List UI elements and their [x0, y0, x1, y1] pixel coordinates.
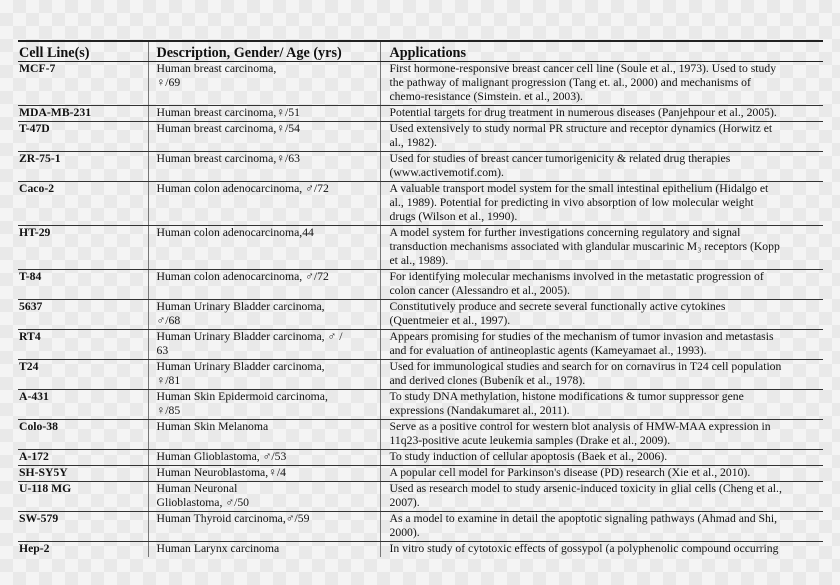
applications-line: al., 1989). Potential for predicting in vivo absorption of low molecular weight: [389, 196, 754, 209]
description-cell: [148, 152, 380, 182]
description-cell: [148, 122, 380, 152]
cell-line-name: T24: [18, 360, 148, 390]
header-cell-lines: Cell Line(s): [18, 41, 148, 62]
table-row: [18, 226, 823, 270]
table-row: [18, 450, 823, 466]
description-cell: [148, 300, 380, 330]
applications-line: (Quentmeier et al., 1997).: [389, 314, 511, 327]
description-line: Human Skin Melanoma: [156, 420, 269, 433]
cell-line-name: MCF-7: [18, 62, 148, 106]
cell-line-name: A-172: [18, 450, 148, 466]
applications-line: Used as research model to study arsenic-induced toxicity in glial cells (Cheng et al.,: [389, 482, 782, 495]
description-line: ♀/69: [156, 76, 181, 89]
applications-cell: [380, 466, 823, 482]
cell-line-name: T-47D: [18, 122, 148, 152]
applications-line: For identifying molecular mechanisms involved in the metastatic progression of: [389, 270, 764, 283]
applications-line: Potential targets for drug treatment in numerous diseases (Panjehpour et al., 2005).: [389, 106, 777, 119]
description-line: Human breast carcinoma,♀/63: [156, 152, 300, 165]
description-cell: [148, 360, 380, 390]
table-row: [18, 390, 823, 420]
description-line: ♀/81: [156, 374, 181, 387]
applications-line: Used for immunological studies and search for on cornavirus in T24 cell population: [389, 360, 782, 373]
cell-line-name: Hep-2: [19, 542, 50, 555]
applications-cell: [380, 62, 823, 106]
table-row: [18, 330, 823, 360]
applications-line: Used extensively to study normal PR structure and receptor dynamics (Horwitz et: [389, 122, 773, 135]
table-row: [18, 542, 823, 558]
cell-line-name: SH-SY5Y: [18, 466, 148, 482]
description-line: Human Urinary Bladder carcinoma,: [156, 360, 325, 373]
description-cell: [148, 466, 380, 482]
description-line: Human breast carcinoma,: [156, 62, 277, 75]
table-row: [18, 300, 823, 330]
applications-line: First hormone-responsive breast cancer cell line (Soule et al., 1973). Used to study: [389, 62, 777, 75]
applications-line: colon cancer (Alessandro et al., 2005).: [389, 284, 570, 297]
applications-line: In vitro study of cytotoxic effects of gossypol (a polyphenolic compound occurring: [389, 542, 779, 555]
cell-line-name: Colo-38: [18, 420, 148, 450]
description-line: Human Neuronal: [156, 482, 238, 495]
applications-line: 2007).: [389, 496, 420, 509]
applications-cell: [380, 152, 823, 182]
applications-line: Constitutively produce and secrete several functionally active cytokines: [389, 300, 726, 313]
table-row: [18, 106, 823, 122]
applications-cell: [380, 270, 823, 300]
cell-line-name: A-431: [18, 390, 148, 420]
table-row: [18, 182, 823, 226]
description-cell: [148, 390, 380, 420]
cell-line-name: SW-579: [18, 512, 148, 542]
applications-line: and for evaluation of antineoplastic agents (Kameyamaet al., 1993).: [389, 344, 707, 357]
description-line: Human breast carcinoma,♀/51: [156, 106, 300, 119]
table-row: [18, 420, 823, 450]
cell-line-name: Caco-2: [18, 182, 148, 226]
cell-line-name: HT-29: [18, 226, 148, 270]
applications-line: (www.activemotif.com).: [389, 166, 504, 179]
description-line: Glioblastoma, ♂/50: [156, 496, 250, 509]
table-row: [18, 482, 823, 512]
applications-cell: [380, 330, 823, 360]
applications-line: To study DNA methylation, histone modifications & tumor suppressor gene: [389, 390, 744, 403]
applications-line: As a model to examine in detail the apoptotic signaling pathways (Ahmad and Shi,: [389, 512, 778, 525]
applications-line: To study induction of cellular apoptosis (Baek et al., 2006).: [389, 450, 668, 463]
applications-line: 11q23-positive acute leukemia samples (Drake et al., 2009).: [389, 434, 671, 447]
description-line: Human colon adenocarcinoma, ♂/72: [156, 182, 329, 195]
description-cell: [148, 482, 380, 512]
cell-line-name: 5637: [18, 300, 148, 330]
applications-cell: [380, 390, 823, 420]
applications-line: al., 1982).: [389, 136, 437, 149]
applications-line: drugs (Wilson et al., 1990).: [389, 210, 518, 223]
table-row: [18, 122, 823, 152]
description-line: Human Neuroblastoma,♀/4: [156, 466, 287, 479]
header-applications: Applications: [380, 41, 823, 62]
cell-line-name: T-84: [18, 270, 148, 300]
description-line: ♀/85: [156, 404, 181, 417]
cell-lines-table: [18, 40, 823, 557]
applications-line: Serve as a positive control for western blot analysis of HMW-MAA expression in: [389, 420, 771, 433]
applications-cell: [380, 450, 823, 466]
applications-line: A popular cell model for Parkinson's disease (PD) research (Xie et al., 2010).: [389, 466, 751, 479]
description-cell: [148, 182, 380, 226]
description-line: Human Urinary Bladder carcinoma, ♂ /: [156, 330, 343, 343]
description-line: Human colon adenocarcinoma,44: [156, 226, 314, 239]
applications-line: expressions (Nandakumaret al., 2011).: [389, 404, 570, 417]
applications-cell: [380, 106, 823, 122]
applications-cell: [380, 226, 823, 270]
applications-cell: [380, 482, 823, 512]
applications-line: A model system for further investigations concerning regulatory and signal: [389, 226, 741, 239]
description-line: Human breast carcinoma,♀/54: [156, 122, 300, 135]
applications-cell: [380, 300, 823, 330]
applications-cell: [380, 512, 823, 542]
applications-line: 2000).: [389, 526, 420, 539]
description-cell: [148, 512, 380, 542]
description-line: ♂/68: [156, 314, 181, 327]
table-row: [18, 512, 823, 542]
description-line: Human Thyroid carcinoma,♂/59: [156, 512, 310, 525]
cell-line-name: MDA-MB-231: [18, 106, 148, 122]
description-cell: [148, 62, 380, 106]
description-line: Human colon adenocarcinoma, ♂/72: [156, 270, 329, 283]
description-cell: [148, 106, 380, 122]
cell-line-name: ZR-75-1: [18, 152, 148, 182]
applications-cell: [380, 182, 823, 226]
applications-line: transduction mechanisms associated with glandular muscarinic M₃ receptors (Kopp: [389, 240, 780, 253]
applications-line: et al., 1989).: [389, 254, 449, 267]
description-cell: [148, 330, 380, 360]
table-row: [18, 360, 823, 390]
description-line: Human Urinary Bladder carcinoma,: [156, 300, 325, 313]
description-line: 63: [156, 344, 169, 357]
description-cell: [148, 542, 380, 558]
table-row: [18, 152, 823, 182]
table-row: [18, 270, 823, 300]
table-row: [18, 62, 823, 106]
table-row: [18, 466, 823, 482]
description-line: Human Skin Epidermoid carcinoma,: [156, 390, 328, 403]
applications-cell: [380, 360, 823, 390]
applications-line: Appears promising for studies of the mechanism of tumor invasion and metastasis: [389, 330, 774, 343]
applications-cell: [380, 122, 823, 152]
description-cell: [148, 450, 380, 466]
applications-line: the pathway of malignant progression (Tang et. al., 2000) and mechanisms of: [389, 76, 751, 89]
cell-line-name: U-118 MG: [18, 482, 148, 512]
applications-line: A valuable transport model system for the small intestinal epithelium (Hidalgo et: [389, 182, 769, 195]
description-cell: [148, 420, 380, 450]
applications-cell: [380, 420, 823, 450]
applications-cell: [380, 542, 823, 558]
applications-line: chemo-resistance (Simstein. et al., 2003).: [389, 90, 583, 103]
applications-line: and derived clones (Bubeník et al., 1978).: [389, 374, 586, 387]
applications-line: Used for studies of breast cancer tumorigenicity & related drug therapies: [389, 152, 731, 165]
table-header-row: [18, 41, 823, 62]
description-cell: [148, 270, 380, 300]
description-cell: [148, 226, 380, 270]
description-line: Human Glioblastoma, ♂/53: [156, 450, 287, 463]
description-line: Human Larynx carcinoma: [156, 542, 280, 555]
cell-line-name: RT4: [18, 330, 148, 360]
header-description: Description, Gender/ Age (yrs): [148, 41, 380, 62]
